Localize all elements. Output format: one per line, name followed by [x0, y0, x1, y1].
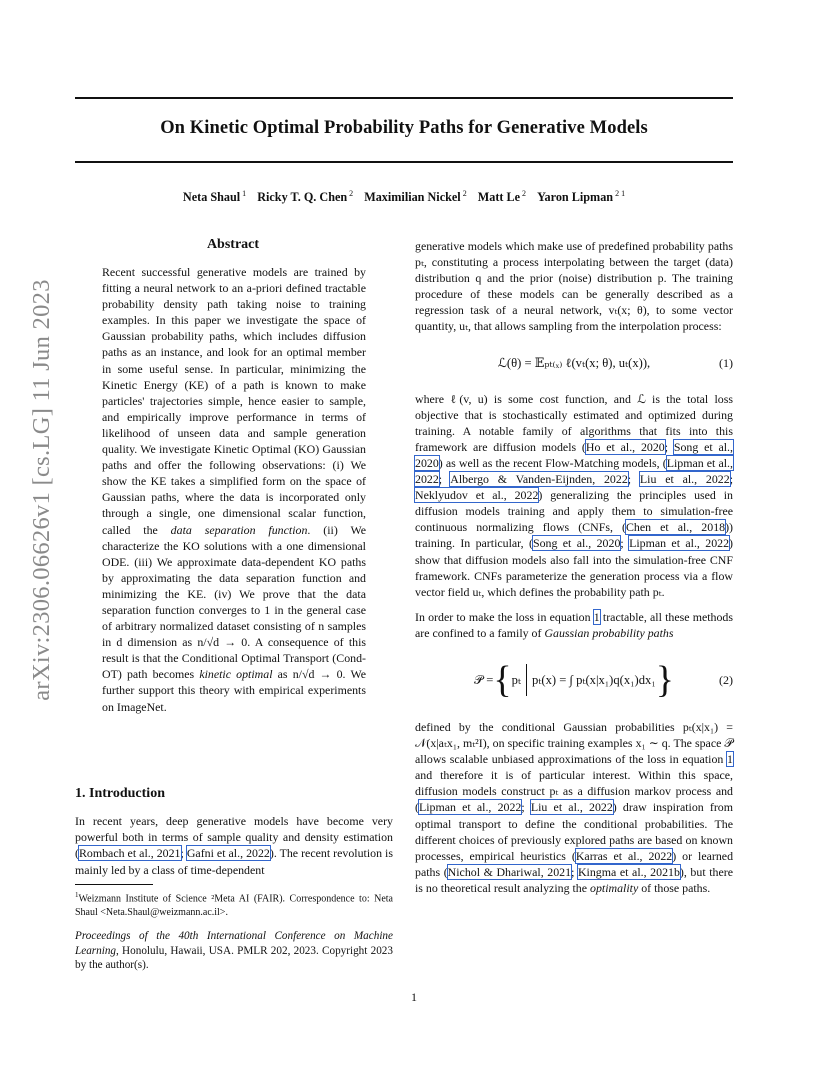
citation-link[interactable]: Neklyudov et al., 2022	[415, 488, 539, 503]
citation-link[interactable]: Song et al., 2020	[415, 439, 733, 470]
citation-link[interactable]: Lipman et al., 2022	[415, 455, 733, 487]
author: Yaron Lipman $^{2 1}$	[537, 189, 626, 205]
proceedings-note: Proceedings of the 40th International Conference on Machine Learning, Honolulu, Hawaii, USA. PMLR 202, 2023. Copyright 2023 by the author(s).	[75, 930, 393, 972]
section-heading-introduction: 1. Introduction	[75, 786, 165, 801]
citation-link[interactable]: Lipman et al., 2022	[629, 536, 730, 551]
paragraph: where ℓ(v, u) is some cost function, and ℒ is the total loss objective that is stochastically estimated and optimized during training. A notable family of algorithms that fits into this framework are diffusion models (Ho et al., 2020; Song et al., 2020) as well as the recent Flow-Matching models, (Lipman et al., 2022; Albergo & Vanden-Eijnden, 2022; Liu et al., 2022; Neklyudov et al., 2022) generalizing the principles used in diffusion models training and apply them to simulation-free continuous normalizing flows (CNFs, (Chen et al., 2018)) training. In particular, (Song et al., 2020; Lipman et al., 2022) show that diffusion models also fall into the simulation-free CNF framework. CNFs parameterize the generation process via a flow vector field uₜ, which defines the probability path pₜ.	[415, 391, 734, 599]
footnote-rule	[75, 884, 153, 885]
author-list	[75, 189, 733, 205]
citation-link[interactable]: Nichol & Dhariwal, 2021	[447, 864, 572, 879]
author: Ricky T. Q. Chen $^2$	[257, 189, 354, 205]
title-rule-top	[75, 97, 733, 99]
citation-link[interactable]: Karras et al., 2022	[575, 848, 673, 863]
equation-ref-link[interactable]: 1	[593, 609, 600, 624]
equation-number: (2)	[719, 672, 733, 687]
author: Matt Le $^2$	[477, 189, 527, 205]
citation-link[interactable]: Liu et al., 2022	[530, 800, 613, 815]
equation-number: (1)	[719, 355, 733, 370]
author: Maximilian Nickel $^2$	[364, 189, 467, 205]
citation-link[interactable]: Song et al., 2020	[532, 536, 621, 551]
author: Neta Shaul $^1$	[182, 189, 247, 205]
citation-link[interactable]: Lipman et al., 2022	[418, 800, 522, 815]
citation-link[interactable]: Ho et al., 2020	[585, 439, 665, 454]
citation-link[interactable]: Gafni et al., 2022	[186, 846, 270, 861]
abstract-body: Recent successful generative models are trained by fitting a neural network to an a-priori defined tractable probability density path taking noise to training examples. In this paper we investigate the space of Gaussian probability paths, which includes diffusion paths as an instance, and look for an optimal member in some useful sense. In particular, minimizing the Kinetic Energy (KE) of a path is known to make particles' trajectories simple, hence easier to sample, and empirically improve performance in terms of likelihood of unseen data and sample generation quality. We investigate Kinetic Optimal (KO) Gaussian paths and offer the following observations: (i) We show the KE takes a simplified form on the space of Gaussian paths, where the data is incorporated only through a single, one dimensional scalar function, called the data separation function. (ii) We characterize the KO solutions with a one dimensional ODE. (iii) We approximate data-dependent KO paths by approximating the data separation function and minimizing the KE. (iv) We prove that the data separation function converges to 1 in the general case of arbitrary normalized dataset consisting of n samples in d dimension as n/√d → 0. A consequence of this result is that the Conditional Optimal Transport (Cond-OT) path becomes kinetic optimal as n/√d → 0. We further support this theory with empirical experiments on ImageNet.	[102, 265, 366, 714]
citation-link[interactable]: Kingma et al., 2021b	[577, 864, 680, 879]
paper-title: On Kinetic Optimal Probability Paths for Generative Models	[160, 118, 648, 138]
introduction-body: In recent years, deep generative models have become very powerful both in terms of sample quality and density estimation (Rombach et al., 2021; Gafni et al., 2022). The recent revolution is mainly led by a class of time-dependent	[75, 814, 393, 877]
paragraph: generative models which make use of predefined probability paths pₜ, constituting a process interpolating between the target (data) distribution q and the prior (noise) distribution p. The training procedure of these models can be generally described as a regression task of a neural network, vₜ(x; θ), to some vector quantity, uₜ, that allows sampling from the interpolation process:	[415, 239, 733, 334]
paragraph: In order to make the loss in equation 1 tractable, all these methods are confined to a family of Gaussian probability paths	[415, 609, 733, 640]
title-rule-bottom	[75, 161, 733, 163]
right-column	[415, 238, 733, 896]
arxiv-identifier: arXiv:2306.06626v1 [cs.LG] 11 Jun 2023	[28, 279, 55, 701]
citation-link[interactable]: Rombach et al., 2021	[78, 846, 181, 861]
equation-1	[415, 335, 733, 391]
abstract-heading: Abstract	[206, 237, 260, 252]
affiliation-footnote: $^1$Weizmann Institute of Science ²Meta AI (FAIR). Correspondence to: Neta Shaul <Neta.Shaul@weizmann.ac.il>.	[75, 891, 393, 918]
citation-link[interactable]: Liu et al., 2022	[639, 472, 730, 487]
equation-1-body: ℒ(θ) = 𝔼ₚₜ₍ₓ₎ ℓ(vₜ(x; θ), uₜ(x)),	[497, 355, 651, 370]
citation-link[interactable]: Chen et al., 2018	[625, 520, 726, 535]
equation-2: 𝒫 = { pₜ pₜ(x) = ∫ pₜ(x|x₁)q(x₁)dx₁ } (2)	[474, 658, 733, 701]
page-number: 1	[411, 990, 417, 1004]
equation-ref-link[interactable]: 1	[727, 752, 733, 767]
paragraph: defined by the conditional Gaussian probabilities pₜ(x|x₁) = 𝒩(x|aₜx₁, mₜ²I), on specific training examples x₁ ∼ q. The space 𝒫 allows scalable unbiased approximations of the loss in equation 1 and therefore it is of particular interest. Within this space, diffusion models construct pₜ as a diffusion markov process and (Lipman et al., 2022; Liu et al., 2022) draw inspiration from optimal transport to define the conditional probabilities. The different choices of previously explored paths are based on known processes, empirical heuristics (Karras et al., 2022) or learned paths (Nichol & Dhariwal, 2021; Kingma et al., 2021b), but there is no theoretical result analyzing the optimality of those paths.	[415, 719, 734, 895]
citation-link[interactable]: Albergo & Vanden-Eijnden, 2022	[450, 472, 628, 487]
